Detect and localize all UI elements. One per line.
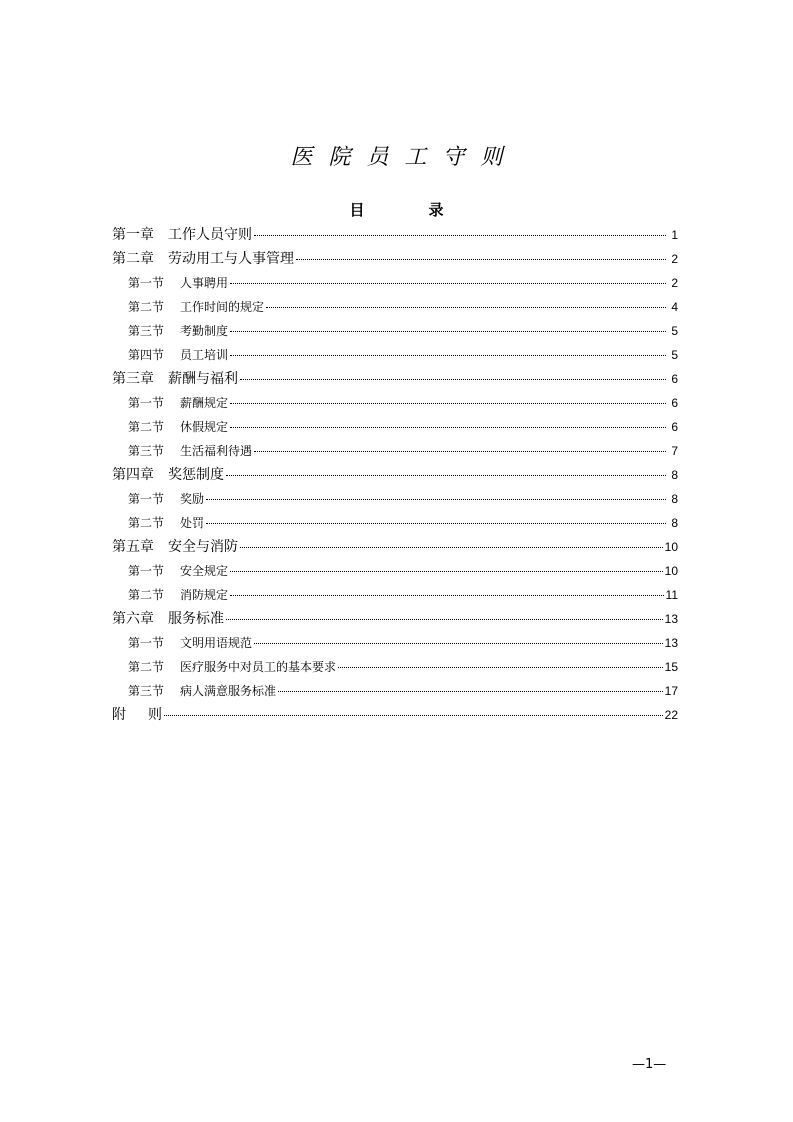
toc-entry-page: 2 xyxy=(671,276,678,290)
toc-entry-title: 劳动用工与人事管理 xyxy=(168,251,294,267)
toc-entry-title: 处罚 xyxy=(180,516,205,530)
toc-heading-left: 目 xyxy=(349,201,365,219)
toc-entry-number: 第二节 xyxy=(128,420,165,434)
toc-section-entry[interactable] xyxy=(112,679,678,703)
toc-section-entry[interactable] xyxy=(112,271,678,295)
toc-entry-number: 第三章 xyxy=(112,371,154,387)
toc-entry-title: 考勤制度 xyxy=(180,324,229,338)
dot-leader xyxy=(254,451,666,452)
toc-section-entry[interactable] xyxy=(112,511,678,535)
toc-entry-title: 奖惩制度 xyxy=(168,467,224,483)
dot-leader xyxy=(240,379,666,380)
toc-section-entry[interactable] xyxy=(112,487,678,511)
toc-entry-title: 员工培训 xyxy=(180,348,229,362)
toc-entry-title: 安全与消防 xyxy=(168,539,238,555)
toc-entry-number: 第二节 xyxy=(128,300,165,314)
toc-section-entry[interactable] xyxy=(112,655,678,679)
toc-chapter-entry[interactable] xyxy=(112,223,678,247)
dot-leader xyxy=(230,403,666,404)
dot-leader xyxy=(226,475,666,476)
toc-entry-title: 生活福利待遇 xyxy=(180,444,253,458)
toc-entry-number: 第一节 xyxy=(128,396,165,410)
toc-entry-page: 22 xyxy=(664,708,678,722)
toc-entry-number: 第四节 xyxy=(128,348,165,362)
dot-leader xyxy=(230,427,666,428)
toc-section-entry[interactable] xyxy=(112,583,678,607)
dot-leader xyxy=(296,259,666,260)
toc-entry-title: 薪酬规定 xyxy=(180,396,229,410)
toc-entry-page: 8 xyxy=(671,492,678,506)
toc-entry-number: 第三节 xyxy=(128,324,165,338)
dot-leader xyxy=(206,523,666,524)
toc-section-entry[interactable] xyxy=(112,343,678,367)
toc-entry-number: 第一章 xyxy=(112,227,154,243)
dot-leader xyxy=(206,499,666,500)
toc-entry-number: 第五章 xyxy=(112,539,154,555)
dot-leader xyxy=(230,331,666,332)
toc-entry-page: 11 xyxy=(665,588,678,602)
table-of-contents xyxy=(112,223,678,727)
toc-entry-page: 5 xyxy=(671,324,678,338)
toc-entry-page: 6 xyxy=(671,396,678,410)
toc-entry-page: 7 xyxy=(671,444,678,458)
toc-entry-page: 8 xyxy=(671,468,678,482)
toc-entry-page: 2 xyxy=(671,252,678,266)
toc-chapter-entry[interactable] xyxy=(112,703,678,727)
toc-chapter-entry[interactable] xyxy=(112,247,678,271)
toc-entry-title: 服务标准 xyxy=(168,611,224,627)
toc-section-entry[interactable] xyxy=(112,295,678,319)
dot-leader xyxy=(266,307,666,308)
toc-entry-title: 工作时间的规定 xyxy=(180,300,265,314)
toc-entry-number: 第一节 xyxy=(128,636,165,650)
dot-leader xyxy=(278,691,663,692)
toc-entry-number: 第三节 xyxy=(128,444,165,458)
toc-chapter-entry[interactable] xyxy=(112,535,678,559)
toc-section-entry[interactable] xyxy=(112,319,678,343)
dot-leader xyxy=(230,571,663,572)
toc-section-entry[interactable] xyxy=(112,391,678,415)
toc-entry-title: 工作人员守则 xyxy=(168,227,252,243)
toc-entry-number: 第六章 xyxy=(112,611,154,627)
toc-entry-page: 6 xyxy=(671,372,678,386)
toc-entry-page: 1 xyxy=(671,228,678,242)
page-number: —1— xyxy=(632,1057,667,1072)
toc-entry-title: 文明用语规范 xyxy=(180,636,253,650)
dot-leader xyxy=(226,619,663,620)
toc-entry-title: 则 xyxy=(148,707,162,723)
toc-chapter-entry[interactable] xyxy=(112,367,678,391)
toc-entry-title: 奖励 xyxy=(180,492,205,506)
toc-entry-title: 休假规定 xyxy=(180,420,229,434)
dot-leader xyxy=(230,283,666,284)
toc-entry-number: 第三节 xyxy=(128,684,165,698)
toc-entry-number: 第一节 xyxy=(128,276,165,290)
dot-leader xyxy=(230,355,666,356)
toc-section-entry[interactable] xyxy=(112,439,678,463)
dot-leader xyxy=(164,715,663,716)
toc-entry-page: 10 xyxy=(664,540,678,554)
toc-entry-page: 5 xyxy=(671,348,678,362)
toc-section-entry[interactable] xyxy=(112,559,678,583)
toc-entry-number: 附 xyxy=(112,707,126,723)
dot-leader xyxy=(240,547,663,548)
dot-leader xyxy=(254,643,663,644)
toc-entry-title: 薪酬与福利 xyxy=(168,371,238,387)
dot-leader xyxy=(254,235,666,236)
toc-entry-page: 8 xyxy=(671,516,678,530)
toc-entry-number: 第二节 xyxy=(128,660,165,674)
toc-heading xyxy=(0,199,793,220)
toc-entry-title: 医疗服务中对员工的基本要求 xyxy=(180,660,337,674)
toc-entry-title: 病人满意服务标准 xyxy=(180,684,277,698)
toc-entry-title: 安全规定 xyxy=(180,564,229,578)
toc-entry-number: 第二节 xyxy=(128,588,165,602)
toc-section-entry[interactable] xyxy=(112,631,678,655)
toc-entry-page: 6 xyxy=(671,420,678,434)
toc-entry-number: 第二节 xyxy=(128,516,165,530)
dot-leader xyxy=(230,595,664,596)
toc-entry-title: 人事聘用 xyxy=(180,276,229,290)
toc-entry-number: 第四章 xyxy=(112,467,154,483)
toc-entry-page: 13 xyxy=(664,636,678,650)
toc-chapter-entry[interactable] xyxy=(112,607,678,631)
toc-entry-page: 4 xyxy=(671,300,678,314)
toc-entry-page: 17 xyxy=(664,684,678,698)
toc-entry-title: 消防规定 xyxy=(180,588,229,602)
toc-entry-number: 第一节 xyxy=(128,564,165,578)
toc-heading-right: 录 xyxy=(428,201,444,219)
toc-section-entry[interactable] xyxy=(112,415,678,439)
toc-entry-number: 第二章 xyxy=(112,251,154,267)
toc-entry-number: 第一节 xyxy=(128,492,165,506)
toc-entry-page: 10 xyxy=(664,564,678,578)
toc-entry-page: 13 xyxy=(664,612,678,626)
toc-chapter-entry[interactable] xyxy=(112,463,678,487)
toc-entry-page: 15 xyxy=(664,660,678,674)
dot-leader xyxy=(338,667,663,668)
document-title: 医院员工守则 xyxy=(290,145,519,170)
